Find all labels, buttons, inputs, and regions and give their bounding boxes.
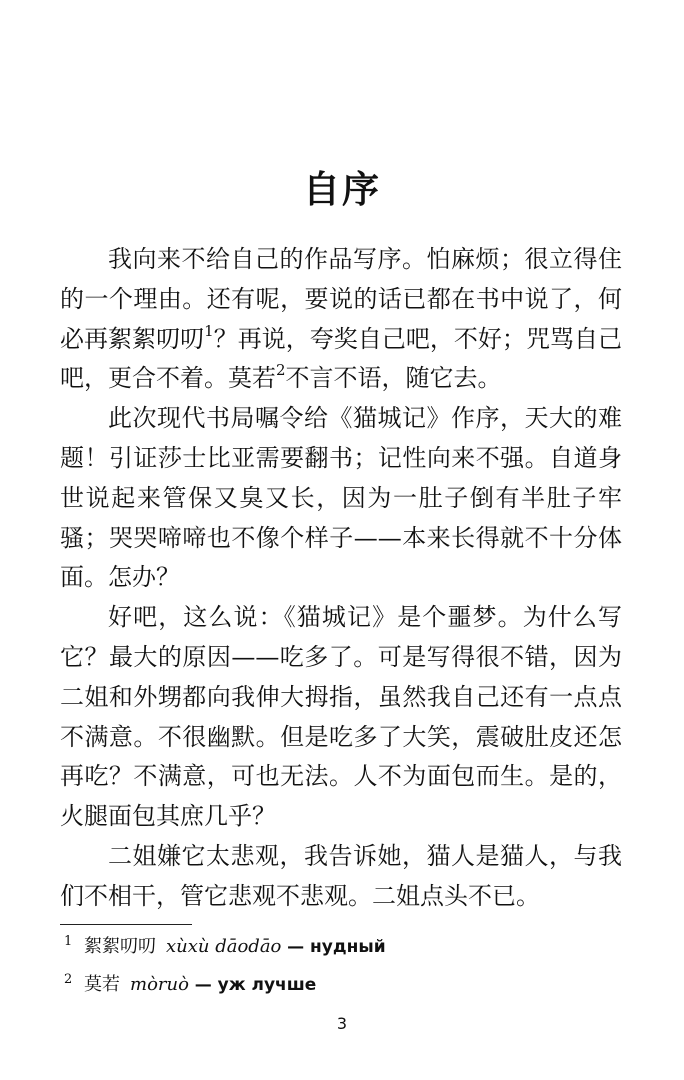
footnote-gloss: — нудный: [287, 937, 386, 957]
footnote-2: 2 莫若 mòruò — уж лучше: [64, 972, 317, 995]
footnote-ref-1[interactable]: 1: [204, 321, 214, 340]
paragraph-text: 我向来不给自己的作品写序。怕麻烦；很立得住的一个理由。还有呢，要说的话已都在书中说了，何必再絮絮叨叨: [60, 245, 622, 353]
paragraph-text: 不言不语，随它去。: [285, 364, 502, 393]
footnote-term: 莫若: [84, 974, 120, 995]
footnote-pinyin: xùxù dāodāo: [166, 936, 282, 957]
footnotes: [64, 928, 624, 1004]
paragraph-1: [60, 240, 622, 399]
footnote-term: 絮絮叨叨: [84, 936, 156, 957]
footnote-divider: [60, 924, 192, 925]
body-text: [60, 240, 622, 917]
paragraph-4: 二姐嫌它太悲观，我告诉她，猫人是猫人，与我们不相干，管它悲观不悲观。二姐点头不已。: [60, 841, 622, 910]
paragraph-2: 此次现代书局嘱令给《猫城记》作序，天大的难题！引证莎士比亚需要翻书；记性向来不强。自道身世说起来管保又臭又长，因为一肚子倒有半肚子牢骚；哭哭啼啼也不像个样子——本来长得就不十分体面。怎办？: [60, 404, 622, 592]
chapter-title: 自序: [303, 168, 381, 211]
paragraph-text: ？再说，夸奖自己吧，不好；咒骂自己吧，更合不着。莫若: [60, 324, 623, 393]
footnote-gloss: — уж лучше: [194, 975, 317, 995]
paragraph-3: 好吧，这么说：《猫城记》是个噩梦。为什么写它？最大的原因——吃多了。可是写得很不错，因为二姐和外甥都向我伸大拇指，虽然我自己还有一点点不满意。不很幽默。但是吃多了大笑，震破肚皮还怎再吃？不满意，可也无法。人不为面包而生。是的，火腿面包其庶几乎？: [60, 603, 622, 831]
footnote-pinyin: mòruò: [130, 974, 189, 995]
footnote-1: 1 絮絮叨叨 xùxù dāodāo — нудный: [64, 934, 386, 957]
footnote-ref-2[interactable]: 2: [276, 361, 286, 380]
page-number: 3: [336, 1014, 348, 1033]
